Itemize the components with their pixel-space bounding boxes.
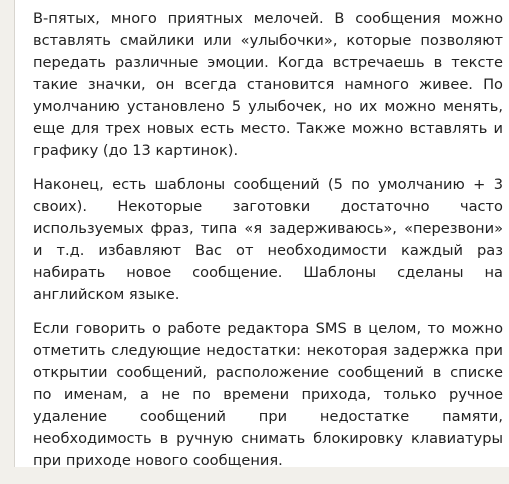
- paragraph-drawbacks: Если говорить о работе редактора SMS в целом, то можно отметить следующие недостатки: некоторая задержка при открытии сообщений, расположение сообщений в списке по именам, а не по времени прихода, только ручное удаление сообщений при недостатке памяти, необходимость в ручную снимать блокировку клавиатуры при приходе нового сообщения.: [33, 320, 503, 469]
- article-text: [33, 8, 503, 484]
- paragraph-templates: Наконец, есть шаблоны сообщений (5 по умолчанию + 3 своих). Некоторые заготовки достаточно часто используемых фраз, типа «я задерживаюсь», «перезвони» и т.д. избавляют Вас от необходимости каждый раз набирать новое сообщение. Шаблоны сделаны на английском языке.: [33, 176, 503, 303]
- article-body: [15, 0, 509, 467]
- page-margin: [0, 0, 15, 467]
- paragraph-smileys: В-пятых, много приятных мелочей. В сообщения можно вставлять смайлики или «улыбочки», которые позволяют передать различные эмоции. Когда встречаешь в тексте такие значки, он всегда становится намного живее. По умолчанию установлено 5 улыбочек, но их можно менять, еще для трех новых есть место. Также можно вставлять и графику (до 13 картинок).: [33, 10, 503, 159]
